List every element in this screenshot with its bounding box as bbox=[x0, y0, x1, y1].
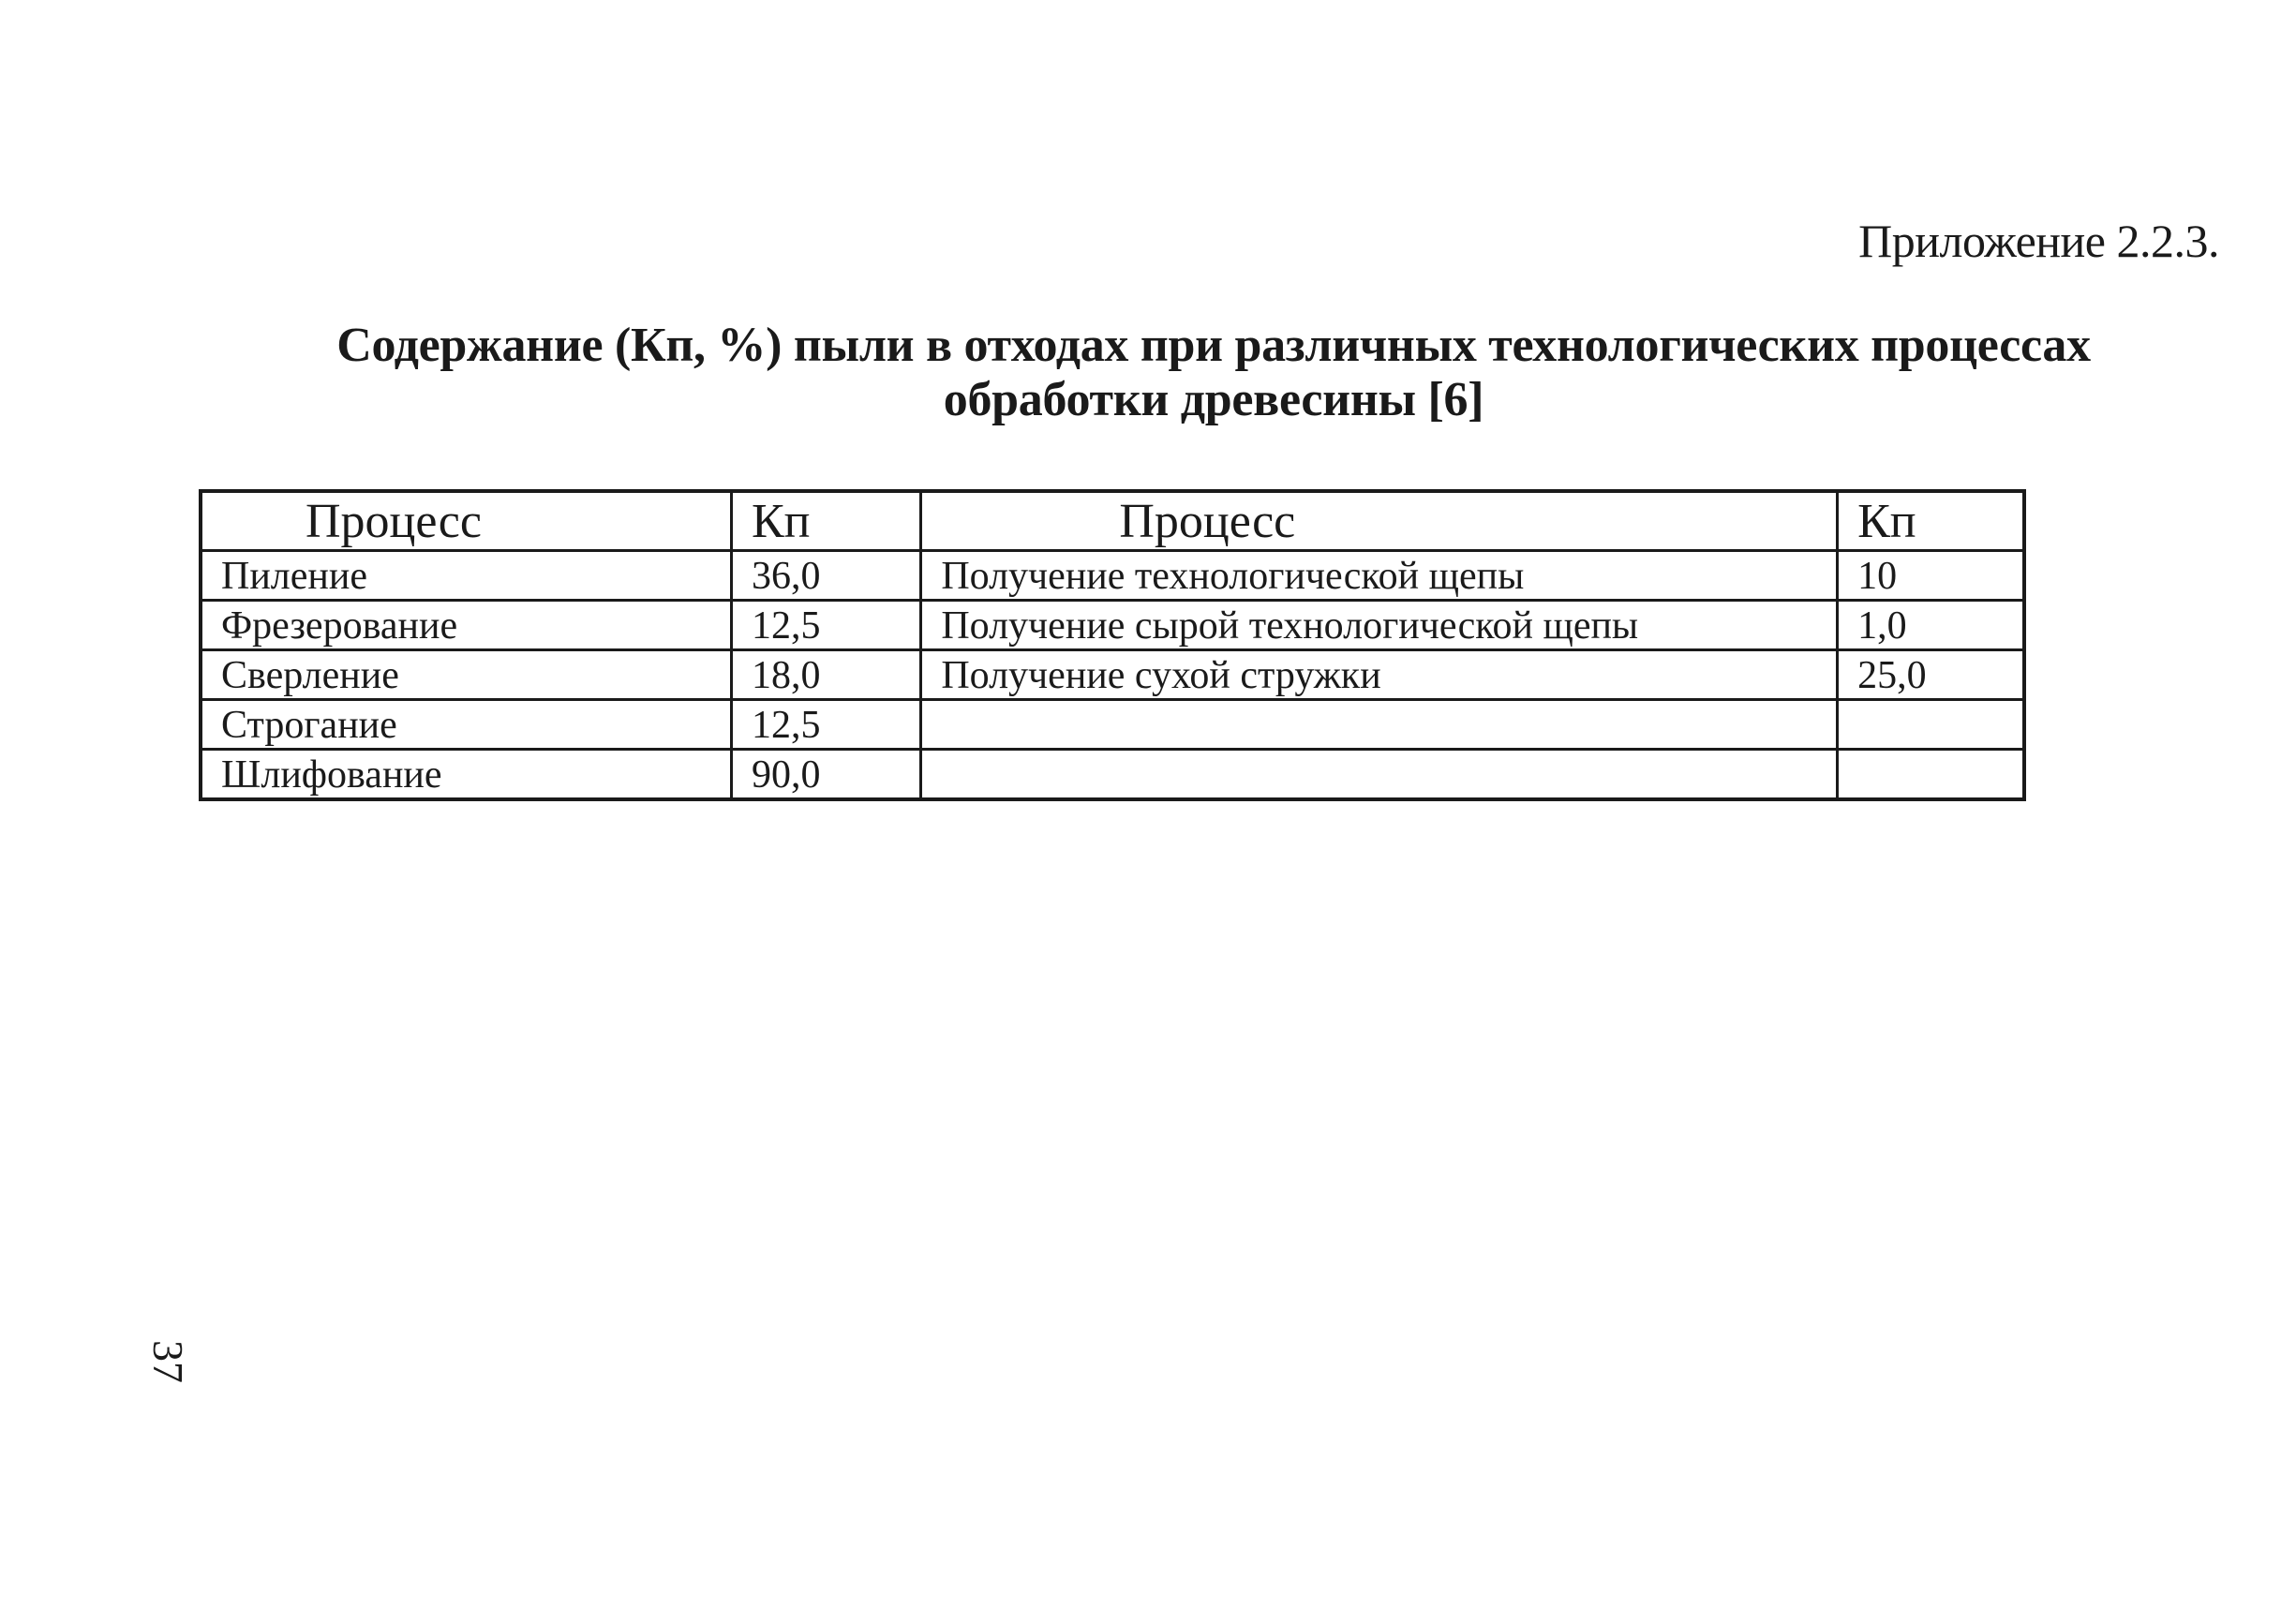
table-header-row bbox=[201, 491, 2024, 551]
cell-process-empty bbox=[921, 700, 1838, 750]
cell-kp: 12,5 bbox=[731, 700, 920, 750]
cell-process: Получение сухой стружки bbox=[921, 650, 1838, 700]
cell-process-empty bbox=[921, 750, 1838, 800]
page-number: 37 bbox=[144, 1340, 192, 1383]
cell-kp: 1,0 bbox=[1838, 601, 2024, 650]
cell-process: Пиление bbox=[201, 551, 731, 601]
cell-kp: 36,0 bbox=[731, 551, 920, 601]
cell-kp: 25,0 bbox=[1838, 650, 2024, 700]
cell-process: Получение сырой технологической щепы bbox=[921, 601, 1838, 650]
cell-process: Строгание bbox=[201, 700, 731, 750]
cell-process: Сверление bbox=[201, 650, 731, 700]
appendix-label: Приложение 2.2.3. bbox=[1858, 215, 2219, 267]
header-kp-right: Кп bbox=[1838, 491, 2024, 551]
cell-kp-empty bbox=[1838, 700, 2024, 750]
dust-content-table bbox=[199, 489, 2026, 801]
cell-kp-empty bbox=[1838, 750, 2024, 800]
cell-process: Фрезерование bbox=[201, 601, 731, 650]
table-row bbox=[201, 750, 2024, 800]
title-line-1: Содержание (Кп, %) пыли в отходах при различных технологических процессах bbox=[336, 319, 2091, 372]
header-process-left: Процесс bbox=[201, 491, 731, 551]
table-row bbox=[201, 551, 2024, 601]
title-line-2: обработки древесины [6] bbox=[943, 373, 1484, 426]
cell-kp: 10 bbox=[1838, 551, 2024, 601]
table-row bbox=[201, 601, 2024, 650]
header-kp-left: Кп bbox=[731, 491, 920, 551]
cell-kp: 18,0 bbox=[731, 650, 920, 700]
table-row bbox=[201, 650, 2024, 700]
cell-process: Шлифование bbox=[201, 750, 731, 800]
cell-kp: 12,5 bbox=[731, 601, 920, 650]
cell-kp: 90,0 bbox=[731, 750, 920, 800]
document-title bbox=[281, 319, 2146, 427]
table-row bbox=[201, 700, 2024, 750]
header-process-right: Процесс bbox=[921, 491, 1838, 551]
cell-process: Получение технологической щепы bbox=[921, 551, 1838, 601]
